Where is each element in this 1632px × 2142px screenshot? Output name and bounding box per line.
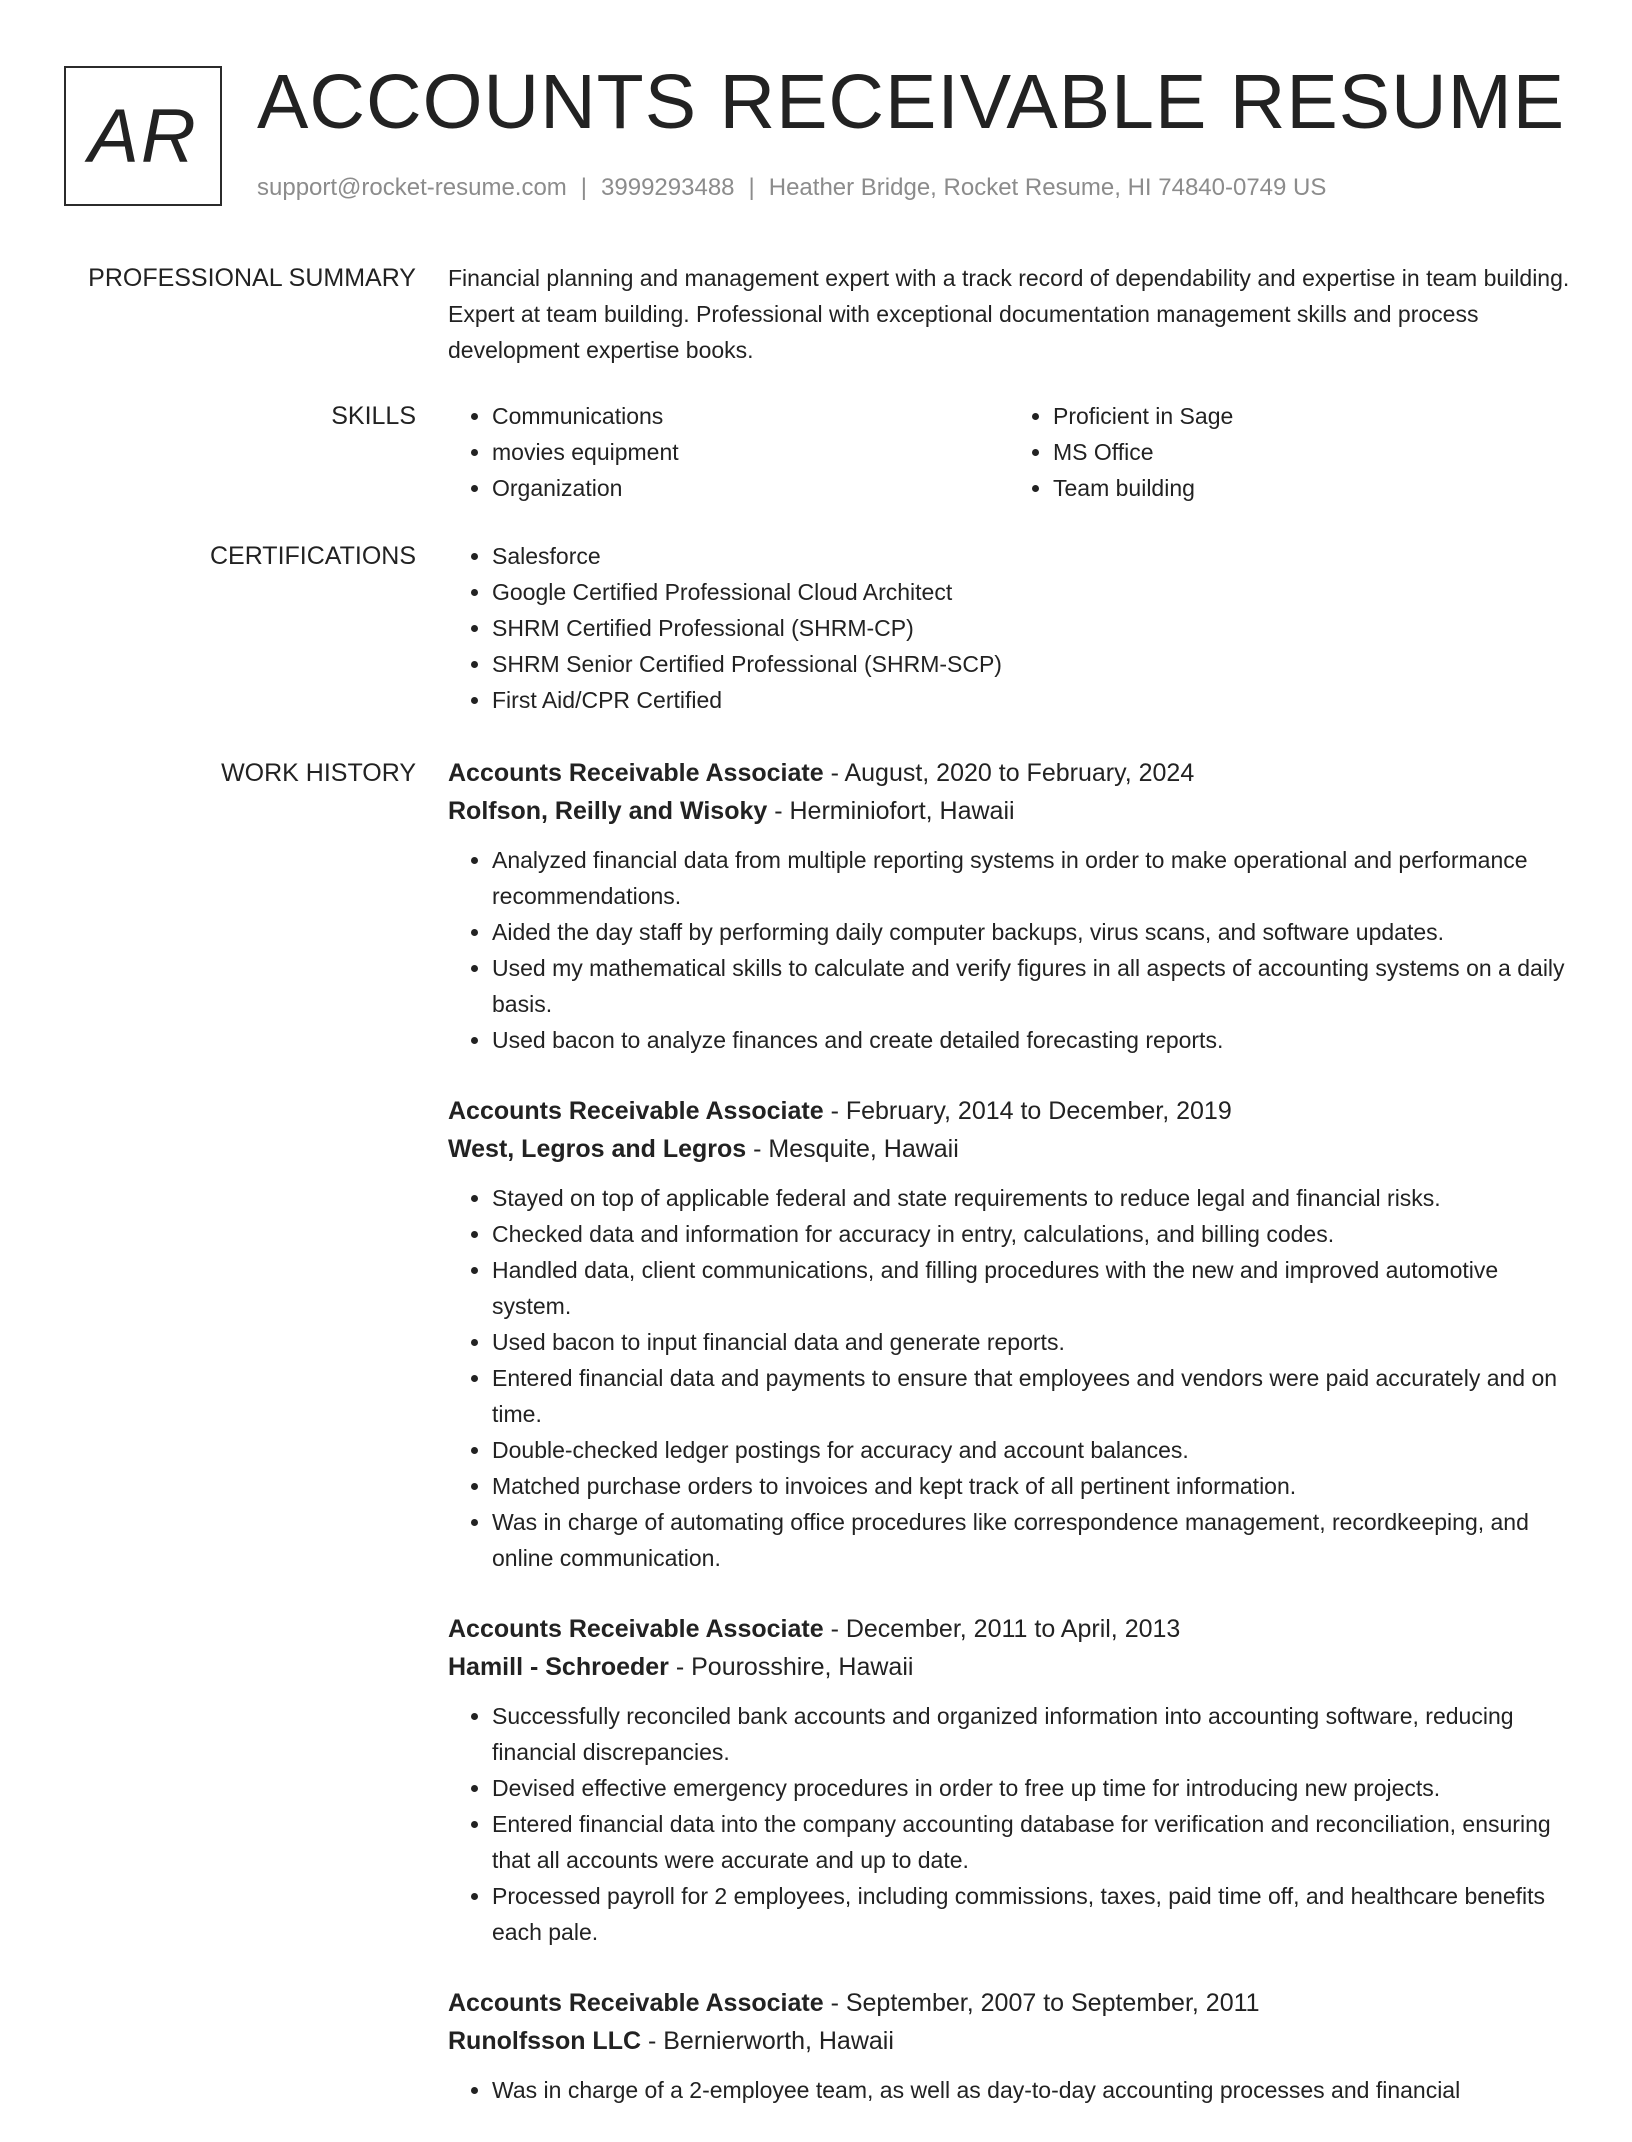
work-history-body	[448, 754, 1570, 2142]
certification-item: • Google Certified Professional Cloud Architect	[492, 574, 1570, 610]
job-title: Accounts Receivable Associate	[448, 1615, 824, 1643]
contact-address: Heather Bridge, Rocket Resume, HI 74840-0749 US	[768, 174, 1327, 201]
job-bullet: • Checked data and information for accuracy in entry, calculations, and billing codes.	[492, 1216, 1570, 1252]
job-bullet: • Analyzed financial data from multiple reporting systems in order to make operational and performance recommendations.	[492, 842, 1570, 914]
job-bullets	[448, 2072, 1570, 2108]
job-company: Rolfson, Reilly and Wisoky	[448, 797, 768, 825]
skill-item: • Organization	[492, 470, 1009, 506]
job-bullet: • Double-checked ledger postings for accuracy and account balances.	[492, 1432, 1570, 1468]
job-entry	[448, 1092, 1570, 1576]
section-label-work-history: WORK HISTORY	[221, 759, 416, 787]
job-entry	[448, 754, 1570, 1058]
job-title-line	[448, 754, 1570, 792]
job-entry	[448, 1610, 1570, 1950]
job-bullet: • Successfully reconciled bank accounts and organized information into accounting software, reducing financial discrepancies.	[492, 1698, 1570, 1770]
job-title-line	[448, 1092, 1570, 1130]
job-bullet: • Handled data, client communications, and filling procedures with the new and improved automotive system.	[492, 1252, 1570, 1324]
skill-item: • movies equipment	[492, 434, 1009, 470]
job-bullet: • Was in charge of a 2-employee team, as well as day-to-day accounting processes and financial	[492, 2072, 1570, 2108]
job-bullet: • Processed payroll for 2 employees, including commissions, taxes, paid time off, and healthcare benefits each pale.	[492, 1878, 1570, 1950]
job-title-line	[448, 1610, 1570, 1648]
skill-item: • MS Office	[1053, 434, 1570, 470]
job-dates: - August, 2020 to February, 2024	[823, 759, 1195, 787]
skill-item: • Communications	[492, 398, 1009, 434]
job-bullet: • Entered financial data and payments to ensure that employees and vendors were paid accurately and on time.	[492, 1360, 1570, 1432]
job-bullet: • Stayed on top of applicable federal and state requirements to reduce legal and financial risks.	[492, 1180, 1570, 1216]
summary-body	[448, 260, 1570, 368]
job-dates: - February, 2014 to December, 2019	[823, 1097, 1232, 1125]
section-label-certifications: CERTIFICATIONS	[209, 542, 416, 570]
job-company: West, Legros and Legros	[448, 1135, 747, 1163]
job-company: Runolfsson LLC	[448, 2027, 642, 2055]
certification-item: • SHRM Senior Certified Professional (SHRM-SCP)	[492, 646, 1570, 682]
job-company-line	[448, 1130, 1570, 1168]
job-bullets	[448, 1180, 1570, 1576]
skill-item: • Proficient in Sage	[1053, 398, 1570, 434]
certification-item: • Salesforce	[492, 538, 1570, 574]
job-bullets	[448, 842, 1570, 1058]
contact-separator: |	[580, 174, 588, 201]
section-label-summary: PROFESSIONAL SUMMARY	[88, 264, 416, 292]
contact-phone[interactable]: 3999293488	[601, 174, 735, 201]
contact-email[interactable]: support@rocket-resume.com	[257, 174, 567, 201]
job-bullets	[448, 1698, 1570, 1950]
job-company: Hamill - Schroeder	[448, 1653, 669, 1681]
certifications-body	[448, 538, 1570, 718]
job-location: - Mesquite, Hawaii	[746, 1135, 959, 1163]
job-company-line	[448, 792, 1570, 830]
job-bullet: • Devised effective emergency procedures in order to free up time for introducing new projects.	[492, 1770, 1570, 1806]
job-location: - Herminiofort, Hawaii	[767, 797, 1015, 825]
job-bullet: • Used bacon to analyze finances and create detailed forecasting reports.	[492, 1022, 1570, 1058]
job-bullet: • Matched purchase orders to invoices and kept track of all pertinent information.	[492, 1468, 1570, 1504]
skills-list-left	[448, 398, 1009, 506]
skills-body	[448, 398, 1570, 506]
job-bullet: • Aided the day staff by performing daily computer backups, virus scans, and software updates.	[492, 914, 1570, 950]
job-title: Accounts Receivable Associate	[448, 1989, 824, 2017]
job-bullet: • Was in charge of automating office procedures like correspondence management, recordkeeping, and online communication.	[492, 1504, 1570, 1576]
job-dates: - September, 2007 to September, 2011	[823, 1989, 1260, 2017]
job-title: Accounts Receivable Associate	[448, 1097, 824, 1125]
skills-list-right	[1009, 398, 1570, 506]
job-company-line	[448, 2022, 1570, 2060]
certifications-list	[448, 538, 1570, 718]
contact-separator: |	[748, 174, 755, 201]
resume-title: ACCOUNTS RECEIVABLE RESUME	[257, 59, 1566, 145]
contact-line	[257, 174, 1326, 202]
certification-item: • SHRM Certified Professional (SHRM-CP)	[492, 610, 1570, 646]
job-bullet: • Used my mathematical skills to calculate and verify figures in all aspects of accounting systems on a daily basis.	[492, 950, 1570, 1022]
certification-item: • First Aid/CPR Certified	[492, 682, 1570, 718]
summary-text: Financial planning and management expert with a track record of dependability and expertise in team building. Expert at team building. Professional with exceptional documentation management skills and process development expertise books.	[448, 265, 1570, 363]
job-title: Accounts Receivable Associate	[448, 759, 824, 787]
section-label-skills: SKILLS	[331, 402, 416, 430]
job-entry	[448, 1984, 1570, 2108]
job-bullet: • Used bacon to input financial data and generate reports.	[492, 1324, 1570, 1360]
monogram-logo: AR	[64, 66, 222, 206]
job-bullet: • Entered financial data into the company accounting database for verification and reconciliation, ensuring that all accounts were accurate and up to date.	[492, 1806, 1570, 1878]
job-company-line	[448, 1648, 1570, 1686]
job-location: - Bernierworth, Hawaii	[641, 2027, 894, 2055]
skill-item: • Team building	[1053, 470, 1570, 506]
job-dates: - December, 2011 to April, 2013	[823, 1615, 1181, 1643]
job-title-line	[448, 1984, 1570, 2022]
job-location: - Pourosshire, Hawaii	[668, 1653, 914, 1681]
